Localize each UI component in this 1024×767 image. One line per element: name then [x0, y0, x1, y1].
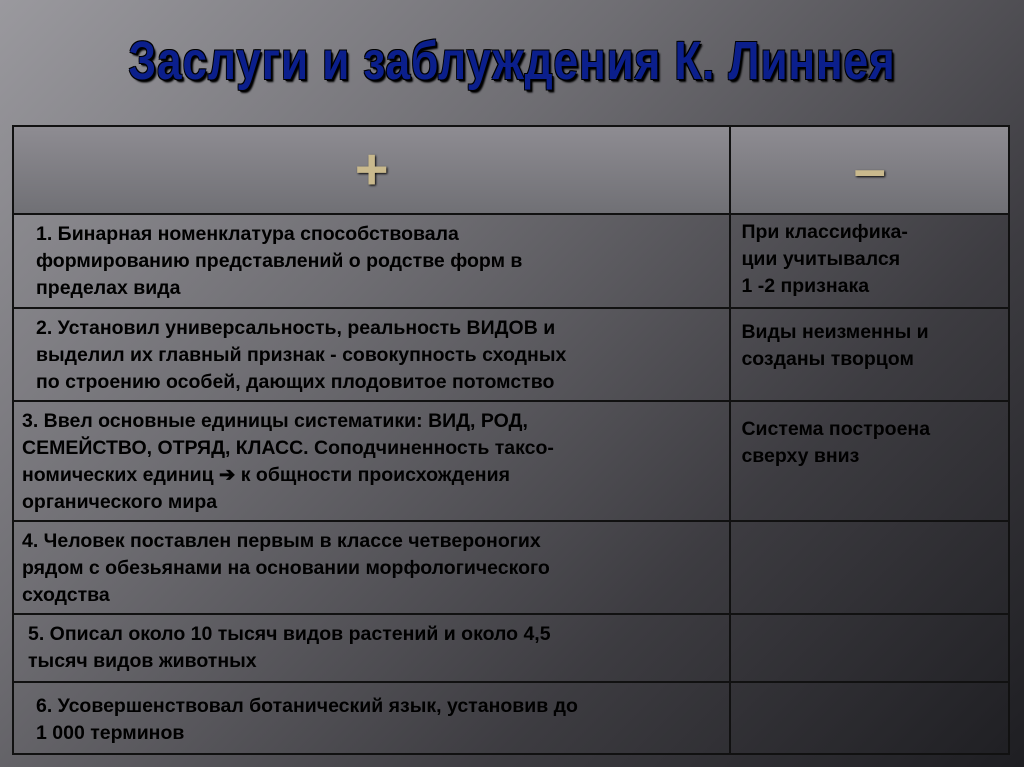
plus-sign: + [354, 137, 389, 202]
merit-cell [13, 614, 730, 682]
merit-text: 5. Описал около 10 тысяч видов растений и около 4,5 тысяч видов животных [28, 623, 551, 672]
header-plus-cell [13, 126, 730, 214]
error-cell [730, 308, 1009, 401]
merit-cell [13, 308, 730, 401]
error-text: Виды неизменны и созданы творцом [741, 321, 929, 370]
merits-table [12, 125, 1010, 755]
error-cell [730, 214, 1009, 308]
merit-text: 2. Установил универсальность, реальность ВИДОВ и выделил их главный признак - совокупность сходных по строению особей, дающих плодовитое потомство [36, 317, 567, 393]
merit-cell [13, 214, 730, 308]
merit-cell [13, 401, 730, 521]
table-row [13, 614, 1009, 682]
table-row [13, 401, 1009, 521]
merit-cell [13, 521, 730, 614]
error-cell [730, 401, 1009, 521]
merit-cell [13, 682, 730, 754]
merit-text: 1. Бинарная номенклатура способствовала формированию представлений о родстве форм в пределах вида [36, 223, 523, 299]
table-row [13, 682, 1009, 754]
table-row [13, 521, 1009, 614]
page-title: Заслуги и заблуждения К. Линнея [128, 31, 896, 91]
error-cell [730, 521, 1009, 614]
table-header-row [13, 126, 1009, 214]
error-cell [730, 682, 1009, 754]
header-minus-cell [730, 126, 1009, 214]
error-cell [730, 614, 1009, 682]
error-text [731, 683, 1008, 691]
merit-text: 6. Усовершенствовал ботанический язык, установив до 1 000 терминов [36, 695, 578, 744]
table-row [13, 308, 1009, 401]
merit-text: 4. Человек поставлен первым в классе четвероногих рядом с обезьянами на основании морфологического сходства [22, 530, 550, 606]
error-text [731, 522, 1008, 530]
merit-text: 3. Ввел основные единицы систематики: ВИД, РОД, СЕМЕЙСТВО, ОТРЯД, КЛАСС. Соподчиненность таксо- номических единиц ➔ к общности происхождения органического мира [22, 410, 554, 513]
error-text [731, 615, 1008, 623]
error-text: При классифика- ции учитывался 1 -2 признака [741, 221, 908, 297]
error-text: Система построена сверху вниз [741, 418, 931, 467]
minus-sign: – [853, 137, 886, 202]
table-row [13, 214, 1009, 308]
